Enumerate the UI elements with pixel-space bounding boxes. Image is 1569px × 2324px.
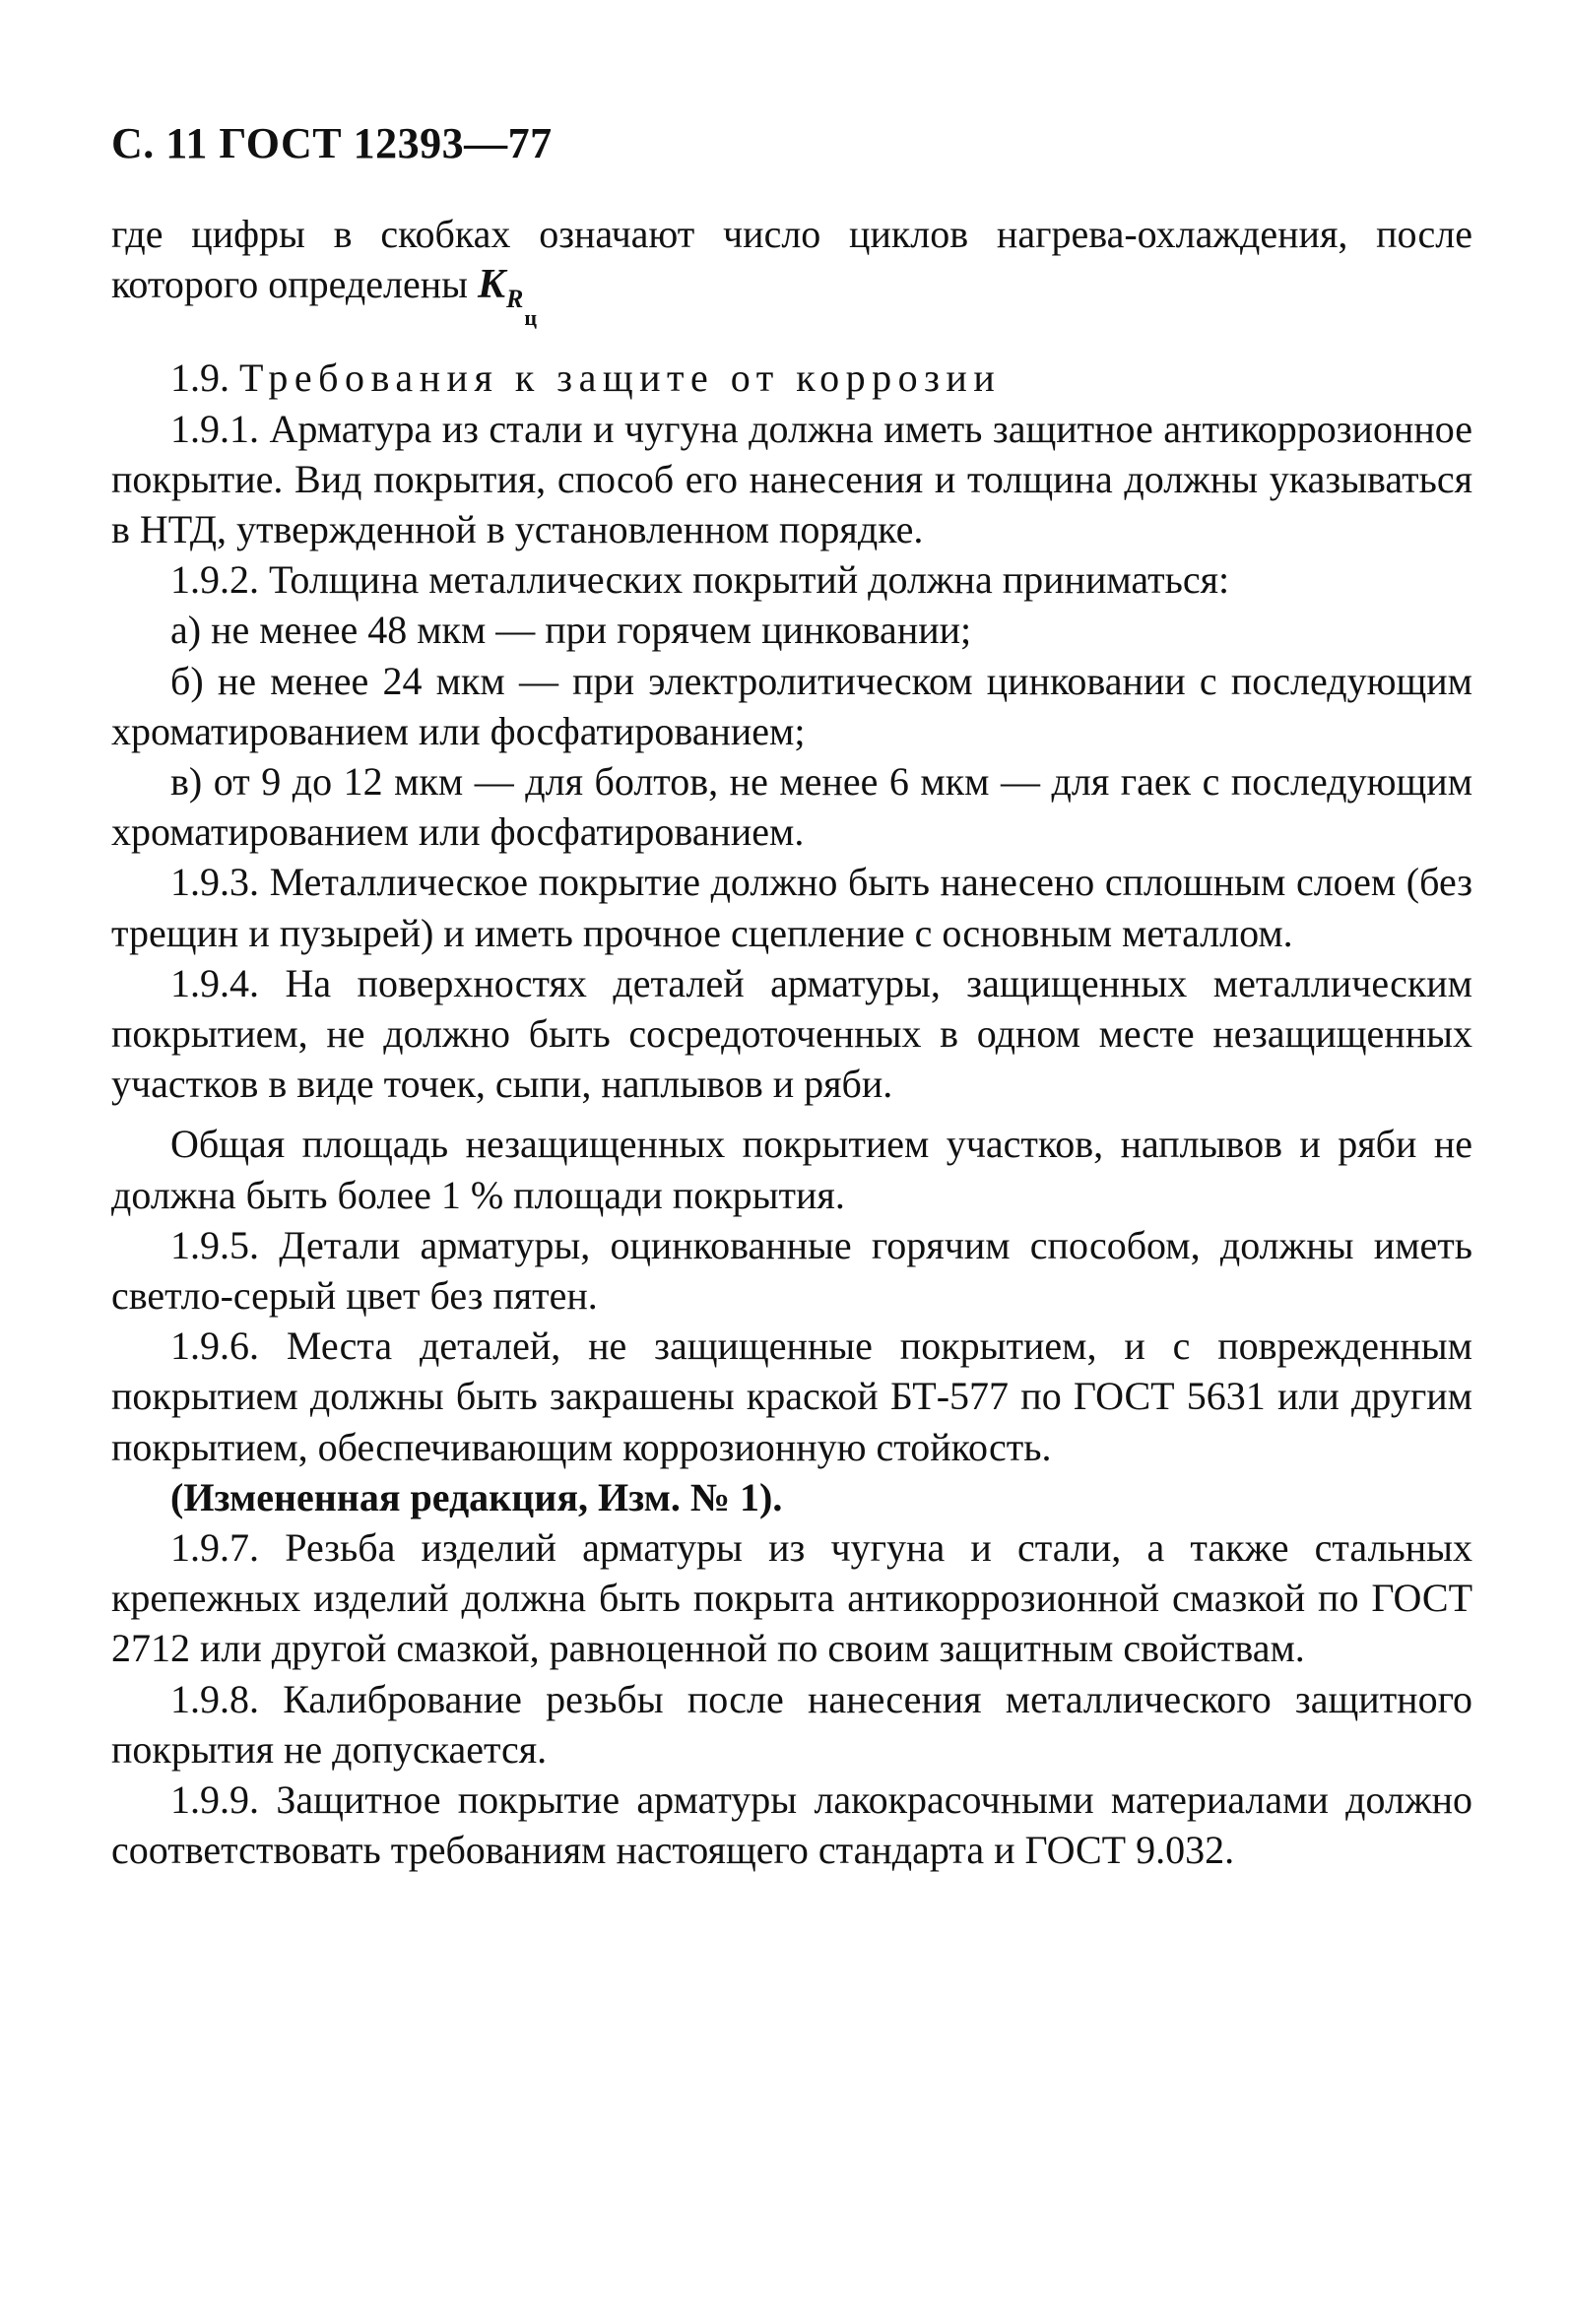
paragraph-1-9-6: 1.9.6. Места деталей, не защищенные покрытием, и с поврежденным покрытием должны быть закрашены краской БТ-577 по ГОСТ 5631 или другим покрытием, обеспечивающим коррозионную стойкость. xyxy=(111,1323,1472,1469)
paragraph-1-9-9: 1.9.9. Защитное покрытие арматуры лакокрасочными материалами должно соответствовать требованиям настоящего стандарта и ГОСТ 9.032. xyxy=(111,1777,1472,1873)
kr-symbol: $K_{R_ц}$ xyxy=(477,262,539,331)
paragraph-1-9-4-continued: Общая площадь незащищенных покрытием участков, наплывов и ряби не должна быть более 1 % площади покрытия. xyxy=(111,1122,1472,1217)
paragraph-1-9-5: 1.9.5. Детали арматуры, оцинкованные горячим способом, должны иметь светло-серый цвет без пятен. xyxy=(111,1222,1472,1319)
intro-paragraph xyxy=(111,209,1472,343)
paragraph-1-9-3: 1.9.3. Металлическое покрытие должно быть нанесено сплошным слоем (без трещин и пузырей) и иметь прочное сцепление с основным металлом. xyxy=(111,860,1472,955)
paragraph-1-9-2: 1.9.2. Толщина металлических покрытий должна приниматься: xyxy=(170,557,1230,603)
paragraph-1-9-1: 1.9.1. Арматура из стали и чугуна должна иметь защитное антикоррозионное покрытие. Вид покрытия, способ его нанесения и толщина должны указываться в НТД, утвержденной в установленном порядке. xyxy=(111,406,1472,552)
list-item-b: б) не менее 24 мкм — при электролитическом цинковании с последующим хроматированием или фосфатированием; xyxy=(111,658,1472,753)
list-item-c: в) от 9 до 12 мкм — для болтов, не менее 6 мкм — для гаек с последующим хроматированием или фосфатированием. xyxy=(111,759,1472,855)
paragraph-1-9-7: 1.9.7. Резьба изделий арматуры из чугуна и стали, а также стальных крепежных изделий должна быть покрыта антикоррозионной смазкой по ГОСТ 2712 или другой смазкой, равноценной по своим защитным свойствам. xyxy=(111,1525,1472,1671)
paragraph-1-9-4: 1.9.4. На поверхностях деталей арматуры, защищенных металлическим покрытием, не должно быть сосредоточенных в одном месте незащищенных участков в виде точек, сыпи, наплывов и ряби. xyxy=(111,960,1472,1107)
paragraph-1-9-8: 1.9.8. Калибрование резьбы после нанесения металлического защитного покрытия не допускается. xyxy=(111,1676,1472,1772)
document-body xyxy=(111,209,1472,1876)
list-item-a: а) не менее 48 мкм — при горячем цинковании; xyxy=(170,608,972,653)
page-header: С. 11 ГОСТ 12393—77 xyxy=(111,119,553,167)
section-1-9-number: 1.9. xyxy=(170,355,229,401)
intro-text: где цифры в скобках означают число циклов нагрева-охлаждения, после которого определены xyxy=(111,212,1472,307)
section-1-9-title: Требования к защите от коррозии xyxy=(239,355,1002,401)
amendment-note: (Измененная редакция, Изм. № 1). xyxy=(170,1474,783,1519)
section-1-9-heading xyxy=(111,353,1472,403)
